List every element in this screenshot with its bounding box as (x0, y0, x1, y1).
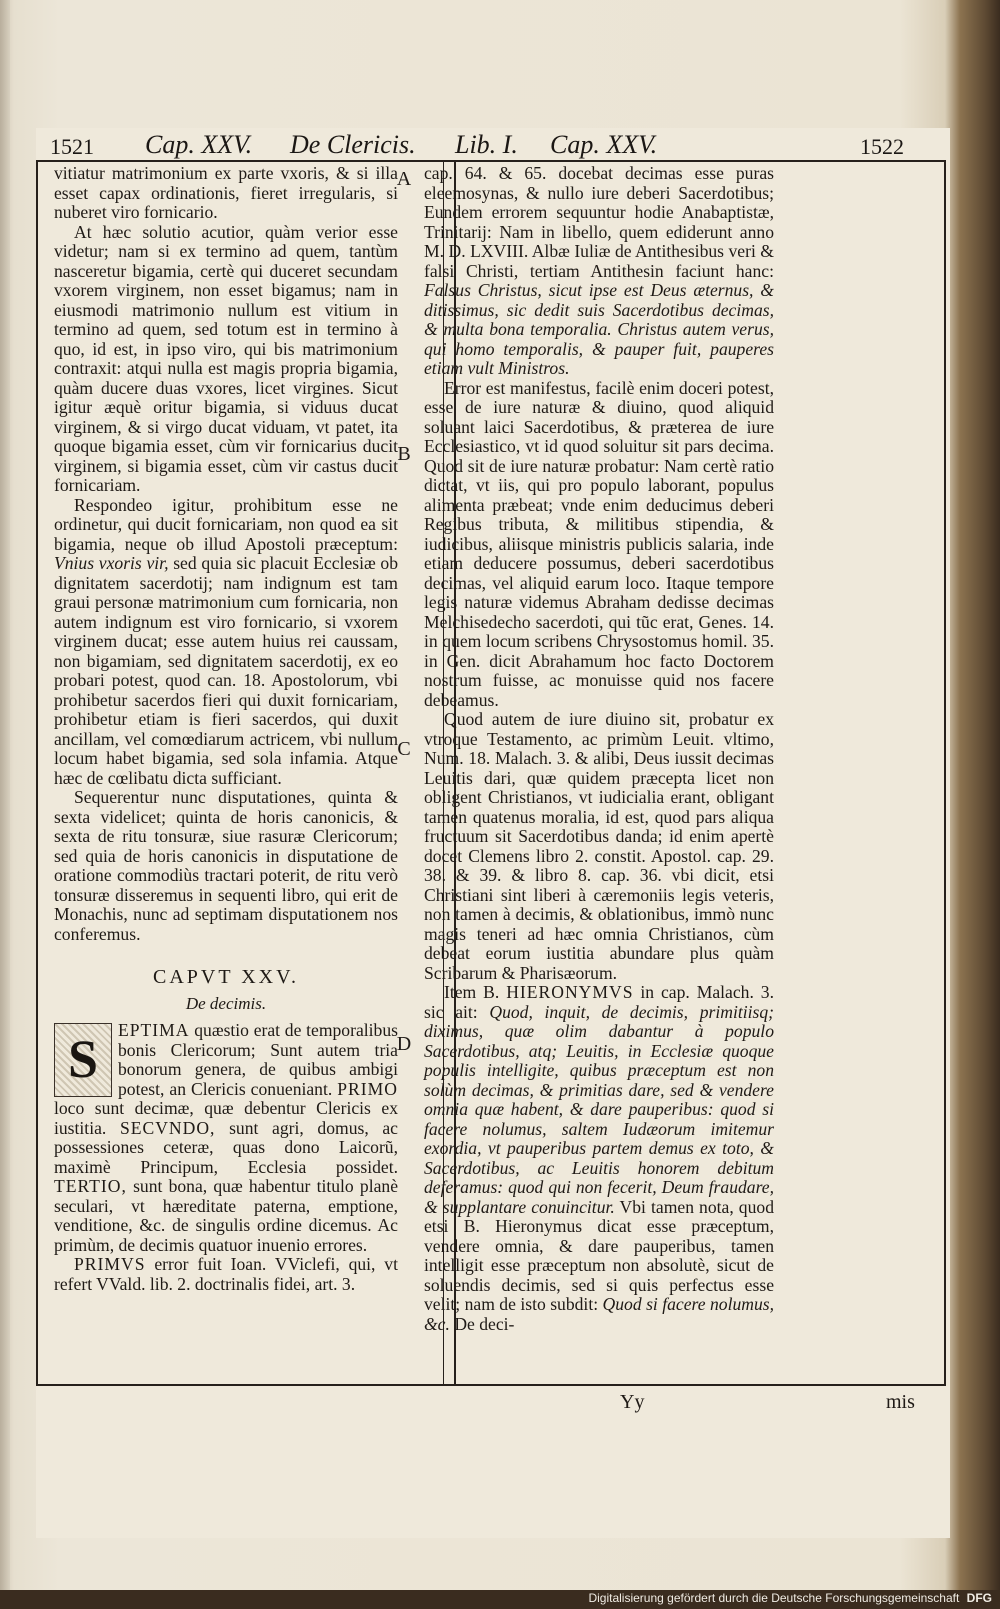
chapter-subtitle: De decimis. (185, 993, 267, 1013)
initial-letter: S (67, 1029, 99, 1089)
credit-text: Digitalisierung gefördert durch die Deutsche Forschungsgemeinschaft (588, 1591, 960, 1605)
text-run: cap. 64. & 65. docebat decimas esse puras eleemosynas, & nullo iure deberi Sacerdotibus; Eundem errorem sequuntur hodie Anabaptistæ, Trinitarij: Nam in libello, quem ediderunt anno M. D. LXVIII. Albæ Iuliæ de Antithesibus veri & falsi Christi, tertiam Antithesin faciunt hanc: (424, 163, 774, 281)
text-run: sed quia sic placuit Ecclesiæ ob dignitatem sacerdotij; nam indignum est tam graui personæ matrimonium cum fornicaria, non autem indignum est viro fornicario, si vxorem virginem ducat; esse autem huius rei caussam, non bigamiam, sed dignitatem sacerdotij, ex eo probari potest, quod can. 18. Apostolorum, vbi prohibetur sacerdos fieri qui duxit fornicariam, prohibetur etiam is fieri sacerdos, qui duxit ancillam, vel comœdiarum actricem, vbi nullum locum habet bigamia, sed sola infamia. Atque hæc de cœlibatu dicta sufficiant. (54, 553, 398, 788)
right-column (424, 164, 774, 1334)
lead-word: EPTIMA (118, 1020, 190, 1040)
book-label: Lib. I. (455, 130, 518, 159)
chapter-heading: CAPVT XXV. (153, 966, 299, 988)
paragraph: Quod autem de iure diuino sit, probatur ex vtroque Testamento, ac primùm Leuit. vltimo, Num. 18. Malach. 3. & alibi, Deus iussit decimas Leuitis dari, quæ quidem præcepta licet non obligent Christianos, vt iudicialia erant, obligant tamen quatenus moralia, id est, quod pars aliqua fructuum sit Sacerdotibus danda; id enim apertè docet Clemens libro 2. constit. Apostol. cap. 29. 38. & 39. & libro 8. cap. 36. vbi dicit, etsi Christiani sint liberi à cæremoniis legis veteris, non tamen à decimis, & oblationibus, immò nunc magis teneri ad hæc omnia Christianos, cùm debeat eorum iustitia abundare plus quàm Scribarum & Pharisæorum. (424, 709, 774, 983)
margin-marker-c: C (397, 738, 411, 760)
digitization-credit (588, 1591, 992, 1605)
paragraph: Sequerentur nunc disputationes, quinta & sexta videlicet; quinta de horis canonicis, & sexta de ritu tonsuræ, siue rasuræ Clericorum; sed quia de horis canonicis in disputatione de oratione commodiùs tractari poterit, de ritu verò tonsuræ disseremus in sequenti libro, qui erit de Monachis, nunc ad septimam disputationem nos conferemus. (54, 787, 398, 944)
enumeration-word: PRIMO (337, 1078, 398, 1099)
quotation: Quod, inquit, de decimis, primitiisq; diximus, quæ olim dabantur à populo Sacerdotibus, atq; Leuitis, in Ecclesiæ quoque populis intelligite, quibus præceptum est non solùm decimas, & primitias dare, sed & vendere omnia quæ habent, & dare pauperibus: quod si facere nolumus, saltem Iudæorum imitemur exordia, vt pauperibus partem demus ex toto, & Sacerdotibus, ac Leuitis honorem debitum deferamus: quod qui non fecerit, Deum fraudare, & supplantare conuincitur. (424, 1001, 774, 1217)
enumeration-word: TERTIO, (54, 1176, 127, 1196)
enumeration-word: SECVNDO, (119, 1117, 216, 1138)
left-running-head: Cap. XXV. (145, 130, 253, 159)
paragraph (54, 1255, 398, 1294)
margin-marker-b: B (397, 443, 411, 465)
text-run: Vbi tamen nota, quod etsi B. Hieronymus dicat esse præceptum, vendere omnia, & dare pauperibus, tamen intelligit esse præceptum non absolutè, sicut de soluendis decimis, sed si quis perfectus esse velit; nam de isto subdit: (424, 1196, 774, 1314)
text-run: loco sunt decimæ, quæ debentur Clericis ex iustitia. (54, 1098, 398, 1138)
right-running-head: Cap. XXV. (550, 130, 658, 159)
left-column (54, 164, 398, 1294)
text-run: sunt bona, quæ habentur titulo planè seculari, vt hæreditate paterna, emptione, venditione, &c. de singulis ordine dicemus. Ac primùm, de decimis quatuor inuenio errores. (54, 1176, 399, 1255)
left-page-number: 1521 (50, 134, 94, 159)
quotation: Vnius vxoris vir, (54, 553, 169, 573)
margin-marker-a: A (396, 168, 412, 190)
catchword: mis (886, 1391, 915, 1413)
paragraph: Error est manifestus, facilè enim doceri potest, esse de iure naturæ & diuino, quod aliquid soluant laici Sacerdotibus, & præterea de iure Ecclesiastico, vt id quod soluitur sit pars decima. Quod sit de iure naturæ probatur: Nam certè ratio dictat, vt iis, qui pro populo laborant, populus alimenta præbeat; vnde enim deducimus deberi Regibus tributa, & militibus stipendia, & iudicibus, aliisque ministris publicis salaria, inde etiam deducere possumus, deberi sacerdotibus decimas, vel aliquid earum loco. Itaque tempore legis naturæ videmus Abraham dedisse decimas Melchisedecho sacerdoti, qui tũc erat, Genes. 14. in quem locum scribens Chrysostomus homil. 35. in Gen. dicit Abrahamum hoc facto Doctorem nostrum fuisse, ac monuisse quid nos facere debeamus. (424, 377, 774, 710)
paragraph: At hæc solutio acutior, quàm verior esse videtur; nam si ex termino ad quem, tantùm nasceretur bigamia, certè qui duceret secundam vxorem virginem, non esset bigamus; nam in eiusmodi matrimonio nullum est vitium in termino ad quem, sed totum est in termino à quo, id est, in ipso viro, qui bis matrimonium contraxit: atqui nulla est magis propria bigamia, quàm ducere duas vxores, licet virgines. Sicut igitur æquè oritur bigamia, si viduus ducat virginem, & si virgo ducat viduam, vt patet, ita quoque bigamia esset, cùm vir fornicarius ducit virginem, si bigamia esset, cùm vir castus ducit fornicariam. (54, 221, 398, 495)
signature-mark: Yy (620, 1391, 645, 1413)
text-run: Item B. (444, 982, 500, 1002)
right-page-number: 1522 (860, 134, 904, 159)
text-run: sunt agri, domus, ac possessiones ceteræ, quas dono Laicorũ, maximè Principum, Ecclesia possidet. (54, 1117, 398, 1177)
text-run: quæstio erat de temporalibus bonis Clericorum; Sunt autem tria bonorum genera, de quibus ambigi potest, an Clericis conueniant. (118, 1020, 398, 1099)
author-name: HIERONYMVS (506, 982, 634, 1002)
decorated-initial (54, 1023, 112, 1097)
text-run: De deci- (454, 1313, 515, 1334)
text-run: error fuit Ioan. VViclefi, qui, vt refert VVald. lib. 2. doctrinalis fidei, art. 3. (54, 1254, 398, 1294)
margin-marker-d: D (396, 1033, 412, 1055)
lead-word: PRIMVS (74, 1254, 146, 1274)
paragraph (54, 1021, 398, 1255)
text-run: Respondeo igitur, prohibitum esse ne ordinetur, qui ducit fornicariam, non quod ea sit bigamia, neque ob illud Apostoli præceptum: (54, 494, 398, 554)
quotation: Falsus Christus, sicut ipse est Deus æternus, & ditissimus, sic dedit suis Sacerdotibus decimas, & multa bona temporalia. Christus autem verus, qui homo temporalis, & pauper fuit, pauperes etiam vult Ministros. (424, 280, 774, 378)
quotation: Quod si facere nolumus, &c. (424, 1294, 774, 1334)
binding-edge (0, 0, 10, 1609)
center-running-head: De Clericis. (290, 130, 416, 159)
paragraph: vitiatur matrimonium ex parte vxoris, & si illa esset capax ordinationis, fieret irregularis, si nuberet viro fornicario. (54, 163, 398, 222)
dfg-logo: DFG (966, 1591, 992, 1605)
paragraph (424, 983, 774, 1334)
text-run: in cap. Malach. 3. sic ait: (424, 982, 774, 1022)
paragraph (424, 164, 774, 379)
paragraph (54, 496, 398, 789)
